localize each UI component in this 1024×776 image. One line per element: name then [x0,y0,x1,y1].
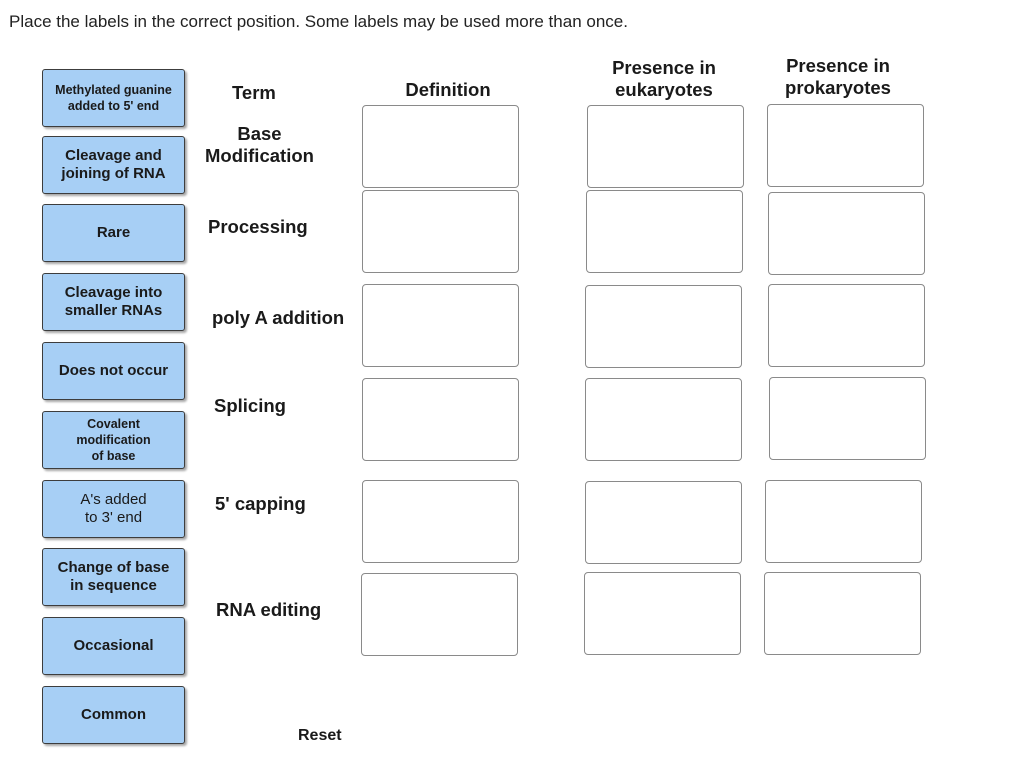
drop-box-eukaryotes-poly-a-addition[interactable] [585,285,742,368]
drop-box-prokaryotes-processing[interactable] [768,192,925,275]
drop-box-definition-poly-a-addition[interactable] [362,284,519,367]
label-cleavage-and-joining[interactable]: Cleavage and joining of RNA [42,136,185,194]
drop-box-eukaryotes-splicing[interactable] [585,378,742,461]
header-definition: Definition [405,79,491,100]
term-base-modification: Base Modification [205,123,314,166]
label-as-added-to-3-end[interactable]: A's added to 3' end [42,480,185,538]
label-occasional[interactable]: Occasional [42,617,185,675]
drop-box-eukaryotes-processing[interactable] [586,190,743,273]
drop-box-prokaryotes-poly-a-addition[interactable] [768,284,925,367]
label-does-not-occur[interactable]: Does not occur [42,342,185,400]
header-prokaryotes: Presence in prokaryotes [785,55,891,98]
header-eukaryotes: Presence in eukaryotes [612,57,716,100]
label-covalent-modification[interactable]: Covalent modification of base [42,411,185,469]
instructions-text: Place the labels in the correct position. Some labels may be used more than once. [9,12,628,31]
term-splicing: Splicing [214,395,286,416]
term-rna-editing: RNA editing [216,599,322,620]
term-5-capping: 5' capping [215,493,306,514]
label-common[interactable]: Common [42,686,185,744]
drop-box-definition-processing[interactable] [362,190,519,273]
drop-box-eukaryotes-rna-editing[interactable] [584,572,741,655]
label-change-of-base[interactable]: Change of base in sequence [42,548,185,606]
term-poly-a-addition: poly A addition [212,307,345,328]
label-methylated-guanine[interactable]: Methylated guanine added to 5' end [42,69,185,127]
drop-box-eukaryotes-base-modification[interactable] [587,105,744,188]
drop-box-definition-rna-editing[interactable] [361,573,518,656]
drop-box-prokaryotes-5-capping[interactable] [765,480,922,563]
drop-box-prokaryotes-base-modification[interactable] [767,104,924,187]
header-term: Term [232,82,276,103]
drop-box-prokaryotes-splicing[interactable] [769,377,926,460]
drop-box-definition-5-capping[interactable] [362,480,519,563]
drop-box-prokaryotes-rna-editing[interactable] [764,572,921,655]
drop-box-definition-splicing[interactable] [362,378,519,461]
term-processing: Processing [208,216,308,237]
drop-box-eukaryotes-5-capping[interactable] [585,481,742,564]
drop-box-definition-base-modification[interactable] [362,105,519,188]
label-rare[interactable]: Rare [42,204,185,262]
label-cleavage-into-smaller[interactable]: Cleavage into smaller RNAs [42,273,185,331]
reset-button[interactable]: Reset [298,727,342,744]
